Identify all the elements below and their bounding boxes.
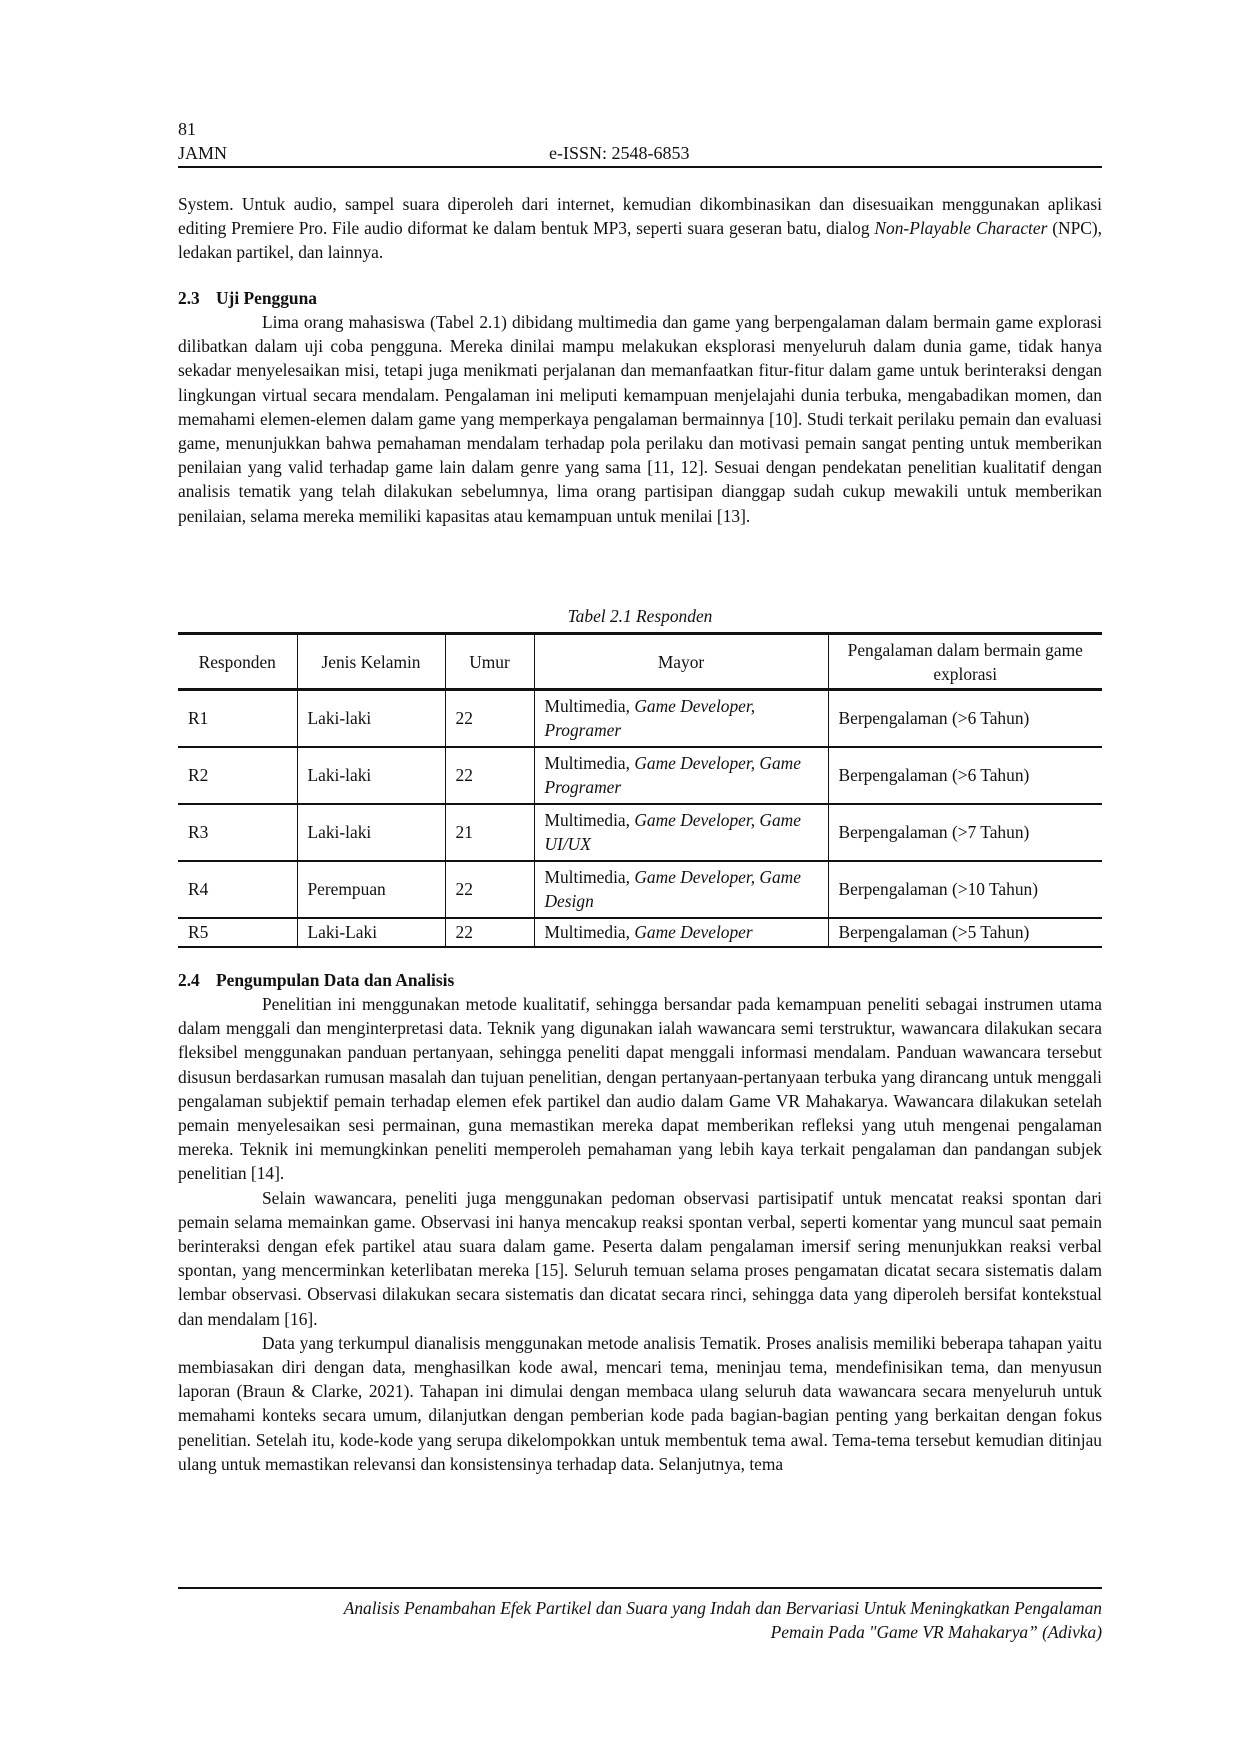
column-header: Jenis Kelamin	[297, 634, 445, 690]
intro-text: System. Untuk audio, sampel suara diperoleh dari internet, kemudian dikombinasikan dan disesuaikan menggunakan aplikasi editing Premiere Pro. File audio diformat ke dalam bentuk MP3, seperti suara geseran batu, dialog	[178, 194, 1102, 239]
cell-responden: R1	[178, 690, 297, 747]
mayor-field: Multimedia,	[544, 867, 635, 887]
table-row	[178, 804, 1102, 861]
mayor-field: Multimedia,	[544, 922, 635, 942]
mayor-specialization: Game Developer, Programer	[544, 696, 756, 741]
paragraph: Data yang terkumpul dianalisis menggunakan metode analisis Tematik. Proses analisis memiliki beberapa tahapan yaitu membiasakan diri dengan data, menghasilkan kode awal, mencari tema, meninjau tema, mendefinisikan tema, dan menyusun laporan (Braun & Clarke, 2021). Tahapan ini dimulai dengan membaca ulang seluruh data wawancara secara menyeluruh untuk memahami konteks secara umum, dilanjutkan dengan pemberian kode pada bagian-bagian penting yang berkaitan dengan fokus penelitian. Setelah itu, kode-kode yang serupa dikelompokkan untuk membentuk tema awal. Tema-tema tersebut kemudian ditinjau ulang untuk memastikan relevansi dan konsistensinya terhadap data. Selanjutnya, tema	[178, 1332, 1102, 1474]
section-2-3-paragraph	[178, 310, 1102, 528]
cell-pengalaman: Berpengalaman (>5 Tahun)	[828, 918, 1102, 947]
cell-mayor	[534, 690, 828, 747]
header-divider	[178, 166, 1102, 168]
table-row	[178, 690, 1102, 747]
mayor-specialization: Game Developer, Game UI/UX	[544, 810, 801, 854]
mayor-specialization: Game Developer, Game Programer	[544, 753, 801, 797]
cell-mayor	[534, 861, 828, 918]
table-caption: Tabel 2.1 Responden	[567, 606, 713, 626]
footer-title-line: Pemain Pada "Game VR Mahakarya” (Adivka)	[770, 1622, 1102, 1642]
intro-italic-term: Non-Playable Character	[874, 218, 1048, 239]
mayor-field: Multimedia,	[544, 753, 635, 773]
section-heading-2-4	[178, 968, 454, 992]
cell-jenis-kelamin: Laki-laki	[297, 690, 445, 747]
cell-mayor	[534, 747, 828, 804]
cell-pengalaman: Berpengalaman (>10 Tahun)	[828, 861, 1102, 918]
paragraph: Lima orang mahasiswa (Tabel 2.1) dibidang multimedia dan game yang berpengalaman dalam bermain game explorasi dilibatkan dalam uji coba pengguna. Mereka dinilai mampu melakukan eksplorasi menyeluruh dalam dunia game, tidak hanya sekadar menyelesaikan misi, tetapi juga menikmati perjalanan dan memanfaatkan fitur-fitur dalam game untuk berinteraksi dengan lingkungan virtual secara mendalam. Pengalaman ini meliputi kemampuan menjelajahi dunia terbuka, mengabadikan momen, dan memahami elemen-elemen dalam game yang memperkaya pengalaman bermainnya [10]. Studi terkait perilaku pemain dan evaluasi game, menunjukkan bahwa pemahaman mendalam terhadap pola perilaku dan motivasi pemain sangat penting untuk memberikan penilaian yang valid terhadap game lain dalam genre yang sama [11, 12]. Sesuai dengan pendekatan penelitian kualitatif dengan analisis tematik yang telah dilakukan sebelumnya, lima orang partisipan dianggap sudah cukup mewakili untuk memberikan penilaian, selama mereka memiliki kapasitas atau kemampuan untuk menilai [13].	[178, 312, 1102, 526]
cell-responden: R4	[178, 861, 297, 918]
cell-mayor	[534, 918, 828, 947]
column-header: Umur	[445, 634, 534, 690]
cell-jenis-kelamin: Laki-Laki	[297, 918, 445, 947]
cell-jenis-kelamin: Laki-laki	[297, 804, 445, 861]
table-row	[178, 861, 1102, 918]
footer-title-line: Analisis Penambahan Efek Partikel dan Suara yang Indah dan Bervariasi Untuk Meningkatkan Pengalaman	[343, 1598, 1102, 1618]
paragraph: Penelitian ini menggunakan metode kualitatif, sehingga bersandar pada kemampuan peneliti sebagai instrumen utama dalam menggali dan menginterpretasi data. Teknik yang digunakan ialah wawancara semi terstruktur, wawancara dilakukan secara fleksibel menggunakan panduan pertanyaan, sehingga peneliti dapat menggali informasi mendalam. Panduan wawancara tersebut disusun berdasarkan rumusan masalah dan tujuan penelitian, dengan pertanyaan-pertanyaan terbuka yang dirancang untuk menggali pengalaman subjektif pemain terhadap elemen efek partikel dan audio dalam Game VR Mahakarya. Wawancara dilakukan setelah pemain menyelesaikan sesi permainan, guna memastikan mereka dapat memberikan refleksi yang utuh mengenai pengalaman mereka. Teknik ini memungkinkan peneliti memperoleh pemahaman yang lebih kaya terkait pengalaman dan pandangan subjek penelitian [14].	[178, 994, 1102, 1184]
section-title: Uji Pengguna	[216, 288, 317, 308]
column-header: Pengalaman dalam bermain game explorasi	[828, 634, 1102, 690]
section-number: 2.3	[178, 288, 200, 308]
cell-pengalaman: Berpengalaman (>6 Tahun)	[828, 747, 1102, 804]
section-2-4-body	[178, 992, 1102, 1476]
page-number: 81	[178, 119, 196, 139]
paragraph: Selain wawancara, peneliti juga menggunakan pedoman observasi partisipatif untuk mencatat reaksi spontan dari pemain selama memainkan game. Observasi ini hanya mencakup reaksi spontan verbal, seperti komentar yang muncul saat pemain berinteraksi dengan efek partikel atau suara dalam game. Peserta dalam pengalaman imersif sering menunjukkan reaksi verbal spontan, yang mencerminkan keterlibatan mereka [15]. Seluruh temuan selama proses pengamatan dicatat secara sistematis dalam lembar observasi. Observasi dilakukan secara sistematis dan dicatat secara rinci, sehingga data yang diperoleh bersifat kontekstual dan mendalam [16].	[178, 1187, 1102, 1329]
cell-jenis-kelamin: Laki-laki	[297, 747, 445, 804]
mayor-field: Multimedia,	[544, 810, 635, 830]
journal-name: JAMN	[178, 143, 228, 163]
mayor-specialization: Game Developer, Game Design	[544, 867, 801, 911]
mayor-field: Multimedia,	[544, 696, 635, 717]
cell-pengalaman: Berpengalaman (>6 Tahun)	[828, 690, 1102, 747]
table-row	[178, 918, 1102, 947]
running-footer	[178, 1596, 1102, 1644]
table-header-row	[178, 634, 1102, 690]
section-title: Pengumpulan Data dan Analisis	[216, 970, 455, 990]
column-header: Responden	[178, 634, 297, 690]
section-heading-2-3	[178, 286, 317, 310]
footer-divider	[178, 1587, 1102, 1589]
mayor-specialization: Game Developer	[634, 922, 753, 942]
intro-paragraph	[178, 192, 1102, 265]
cell-responden: R5	[178, 918, 297, 947]
column-header: Mayor	[534, 634, 828, 690]
cell-pengalaman: Berpengalaman (>7 Tahun)	[828, 804, 1102, 861]
respondents-table	[178, 632, 1102, 948]
cell-mayor	[534, 804, 828, 861]
cell-responden: R3	[178, 804, 297, 861]
cell-umur: 22	[445, 861, 534, 918]
table-row	[178, 747, 1102, 804]
running-header	[178, 142, 1102, 166]
cell-jenis-kelamin: Perempuan	[297, 861, 445, 918]
cell-responden: R2	[178, 747, 297, 804]
cell-umur: 22	[445, 918, 534, 947]
issn-label: e-ISSN: 2548-6853	[549, 143, 690, 163]
cell-umur: 21	[445, 804, 534, 861]
section-number: 2.4	[178, 970, 200, 990]
cell-umur: 22	[445, 747, 534, 804]
cell-umur: 22	[445, 690, 534, 747]
intro-text-end: (NPC), ledakan partikel, dan lainnya.	[178, 218, 1102, 263]
